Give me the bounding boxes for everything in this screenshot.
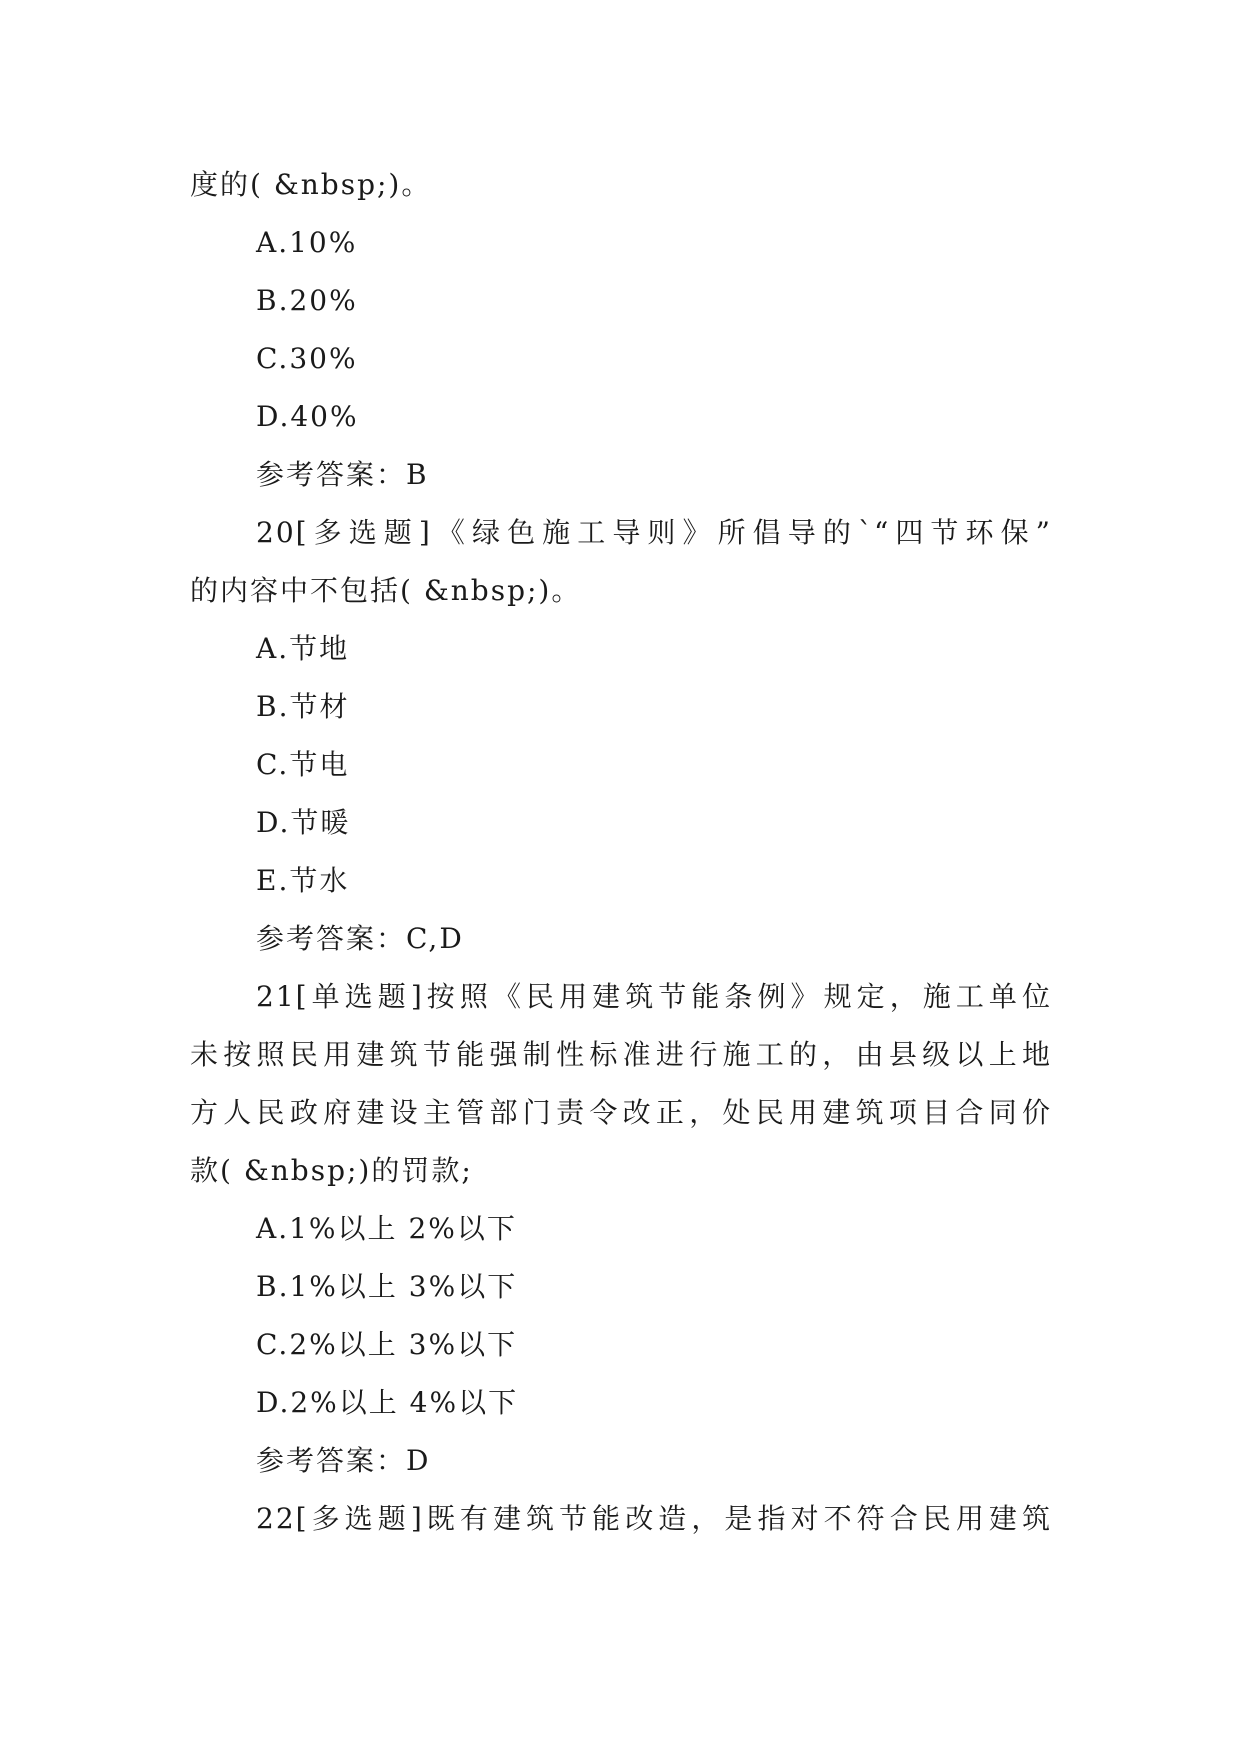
option-19-d: D.40% — [256, 400, 359, 433]
question-20-stem-line-1: 20[多选题]《绿色施工导则》所倡导的`“四节环保” — [256, 516, 1052, 549]
option-19-a: A.10% — [256, 226, 358, 259]
option-20-c: C.节电 — [256, 748, 350, 781]
question-21-stem-line-4: 款( &nbsp;)的罚款; — [190, 1154, 473, 1187]
answer-20: 参考答案：C,D — [256, 922, 464, 955]
question-22-stem-line-1: 22[多选题]既有建筑节能改造，是指对不符合民用建筑 — [256, 1502, 1052, 1535]
option-21-c: C.2%以上 3%以下 — [256, 1328, 518, 1361]
question-19-stem-continuation: 度的( &nbsp;)。 — [190, 168, 432, 201]
option-20-a: A.节地 — [256, 632, 350, 665]
option-20-d: D.节暖 — [256, 806, 351, 839]
option-21-d: D.2%以上 4%以下 — [256, 1386, 519, 1419]
option-20-b: B.节材 — [256, 690, 350, 723]
option-19-c: C.30% — [256, 342, 358, 375]
option-19-b: B.20% — [256, 284, 358, 317]
answer-21: 参考答案：D — [256, 1444, 431, 1477]
answer-19: 参考答案：B — [256, 458, 429, 491]
question-21-stem-line-2: 未按照民用建筑节能强制性标准进行施工的，由县级以上地 — [190, 1038, 1052, 1071]
option-21-a: A.1%以上 2%以下 — [256, 1212, 517, 1245]
option-20-e: E.节水 — [256, 864, 350, 897]
option-21-b: B.1%以上 3%以下 — [256, 1270, 518, 1303]
question-20-stem-line-2: 的内容中不包括( &nbsp;)。 — [190, 574, 582, 607]
question-21-stem-line-1: 21[单选题]按照《民用建筑节能条例》规定，施工单位 — [256, 980, 1052, 1013]
question-21-stem-line-3: 方人民政府建设主管部门责令改正，处民用建筑项目合同价 — [190, 1096, 1052, 1129]
